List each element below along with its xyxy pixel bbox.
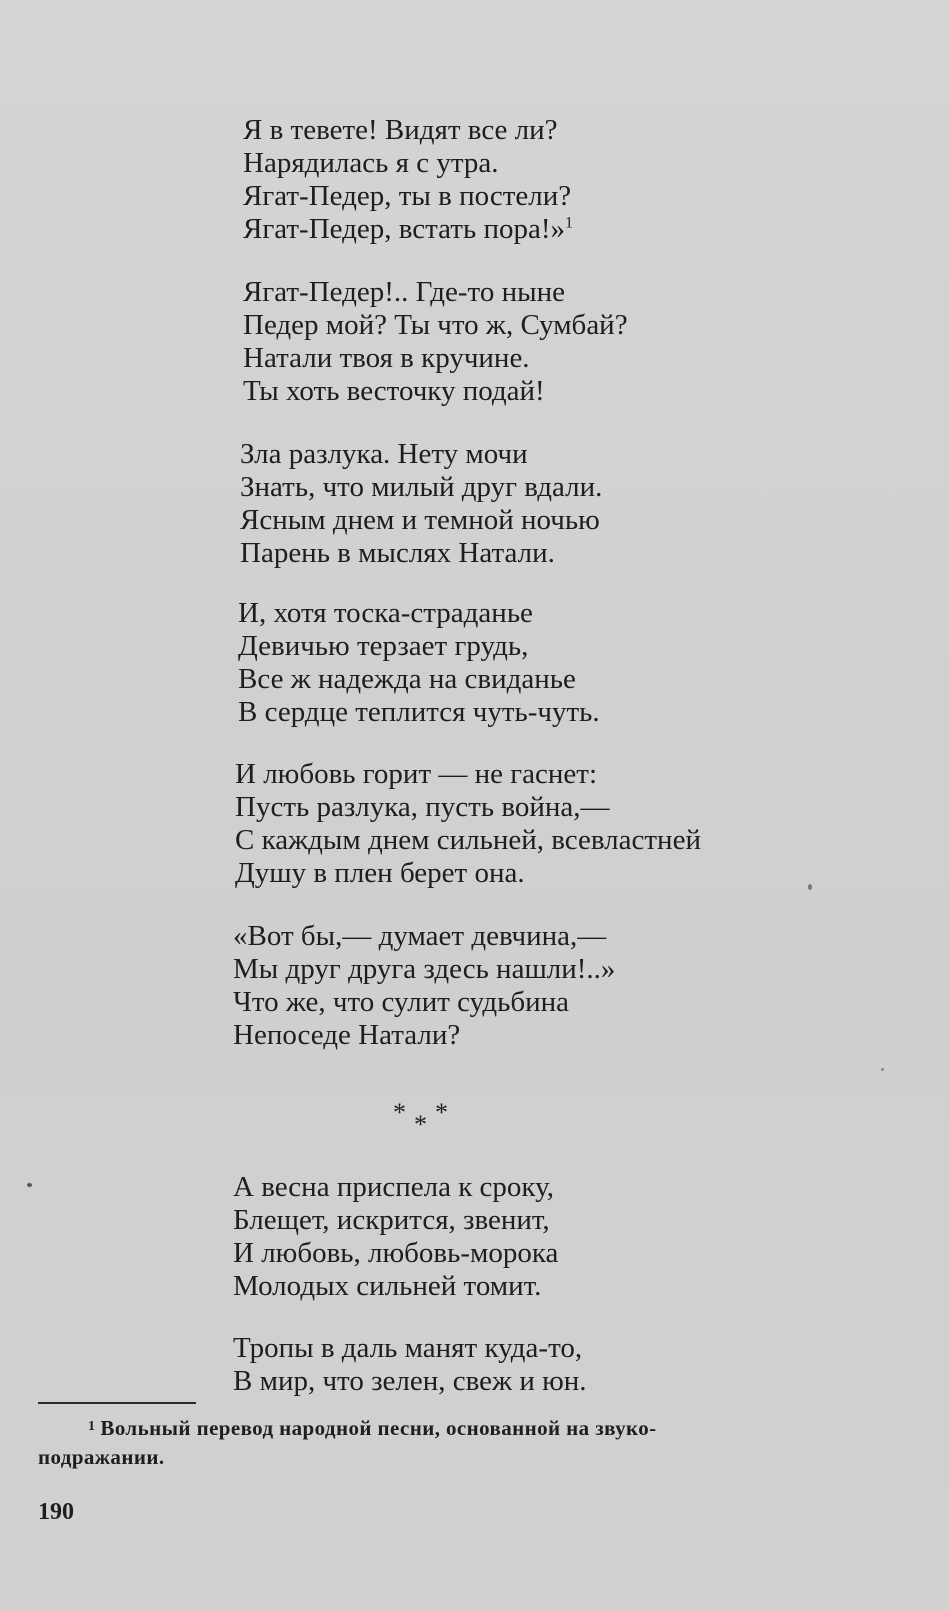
paper-speck [808,884,812,890]
poem-line: Нарядилась я с утра. [243,147,499,179]
stanza-7 [233,1171,558,1303]
poem-line: «Вот бы,— думает девчина,— [233,920,607,952]
poem-line-with-footnote [243,213,573,246]
poem-line: И, хотя тоска-страданье [238,597,533,629]
asterisk: * [414,1110,427,1139]
footnote-reference: 1 [565,214,573,232]
poem-line: Мы друг друга здесь нашли!..» [233,953,616,985]
asterisk: * [393,1098,406,1127]
poem-line: Все ж надежда на свиданье [238,663,576,695]
poem-line: Натали твоя в кручине. [243,342,530,374]
stanza-1 [243,114,573,246]
poem-line: Душу в плен берет она. [235,857,525,889]
poem-line: Что же, что сулит судьбина [233,986,569,1018]
poem-line: Пусть разлука, пусть война,— [235,791,610,823]
poem-line: Тропы в даль манят куда-то, [233,1332,583,1364]
stanza-2 [243,276,628,408]
poem-line: Ясным днем и темной ночью [240,504,600,536]
poem-line: В сердце теплится чуть-чуть. [238,696,600,728]
stanza-5 [235,758,701,890]
poem-line: А весна приспела к сроку, [233,1171,554,1203]
poem-line: Я в тевете! Видят все ли? [243,114,558,146]
asterisk: * [435,1098,448,1127]
poem-line: Блещет, искрится, звенит, [233,1204,550,1236]
stanza-4 [238,597,600,729]
page-number: 190 [38,1499,74,1525]
poem-line: Ягат-Педер!.. Где-то ныне [243,276,565,308]
paper-speck [27,1183,32,1187]
stanza-3 [240,438,602,570]
paper-speck [881,1068,884,1071]
poem-line: С каждым днем сильней, всевластней [235,824,701,856]
footnote-number: 1 [88,1419,96,1434]
poem-line: Девичью терзает грудь, [238,630,529,662]
poem-line: Ягат-Педер, ты в постели? [243,180,572,212]
poem-line: Зла разлука. Нету мочи [240,438,528,470]
poem-line: Знать, что милый друг вдали. [240,471,603,503]
poem-line: И любовь горит — не гаснет: [235,758,598,790]
poem-line: Парень в мыслях Натали. [240,537,555,569]
footnote-text-continued: подражании. [38,1445,165,1469]
footnote [38,1412,870,1472]
poem-line: Непоседе Натали? [233,1019,461,1051]
poem-line: Ты хоть весточку подай! [243,375,545,407]
poem-line: Педер мой? Ты что ж, Сумбай? [243,309,628,341]
poem-line: В мир, что зелен, свеж и юн. [233,1365,587,1397]
footnote-divider [38,1402,196,1404]
poem-line: И любовь, любовь-морока [233,1237,559,1269]
footnote-text: Вольный перевод народной песни, основанной на звуко- [100,1416,657,1440]
stanza-8 [233,1332,587,1398]
section-break-asterisks [385,1100,465,1140]
stanza-6 [233,920,615,1052]
poem-line: Молодых сильней томит. [233,1270,542,1302]
poem-line-text: Ягат-Педер, встать пора!» [243,213,565,245]
